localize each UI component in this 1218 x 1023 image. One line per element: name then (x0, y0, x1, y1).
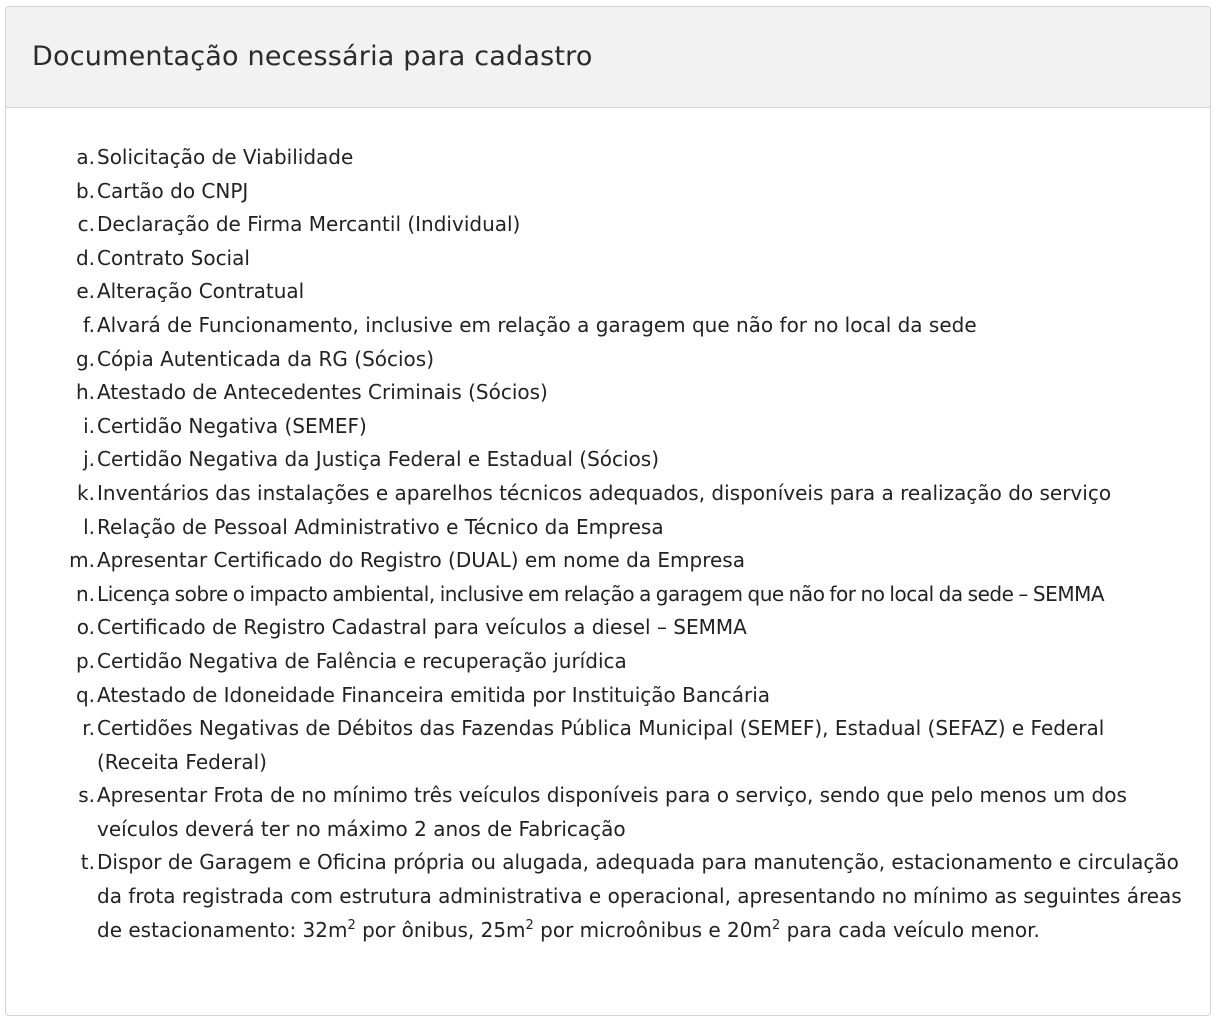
item-text: Cópia Autenticada da RG (Sócios) (97, 346, 435, 371)
list-item (6, 175, 1190, 209)
list-item (6, 578, 1190, 612)
item-text: Licença sobre o impacto ambiental, inclusive em relação a garagem que não for no local da sede – SEMMA (97, 581, 1105, 606)
list-item (6, 376, 1190, 410)
item-text: Apresentar Certificado do Registro (DUAL) em nome da Empresa (97, 548, 745, 573)
item-letter: h. (75, 380, 95, 405)
list-item (6, 208, 1190, 242)
item-text: Certidões Negativas de Débitos das Fazendas Pública Municipal (SEMEF), Estadual (SEFAZ) e Federal (Receita Federal) (97, 716, 1105, 774)
item-text: Certidão Negativa de Falência e recuperação jurídica (97, 648, 627, 673)
documents-list (6, 108, 1210, 947)
item-letter: d. (75, 245, 95, 270)
item-letter: a. (76, 145, 95, 169)
item-letter: b. (75, 178, 95, 203)
item-text (97, 846, 1190, 947)
item-letter: r. (82, 716, 95, 741)
panel-header (6, 7, 1210, 108)
item-letter: g. (75, 346, 95, 371)
item-text: Atestado de Idoneidade Financeira emitida por Instituição Bancária (97, 682, 771, 707)
superscript: 2 (525, 917, 534, 933)
item-text: Certidão Negativa (SEMEF) (97, 413, 367, 438)
list-item (6, 410, 1190, 444)
item-letter: j. (83, 447, 95, 472)
item-letter: p. (75, 648, 95, 673)
list-item (6, 343, 1190, 377)
superscript: 2 (771, 917, 781, 933)
item-letter: e. (76, 279, 95, 304)
item-letter: c. (77, 212, 95, 237)
superscript: 2 (347, 917, 356, 933)
item-letter: k. (77, 480, 95, 505)
item-text: Atestado de Antecedentes Criminais (Sócios) (97, 380, 548, 405)
item-letter: n. (75, 581, 95, 606)
item-letter: o. (76, 615, 95, 640)
item-letter: s. (78, 783, 95, 808)
list-item (6, 141, 1190, 175)
item-text-part: Dispor de Garagem e Oficina própria ou alugada, adequada para manutenção, estacionamento e circulação da frota registrada com estrutura administrativa e operacional, apresentando no mínimo as seguintes áreas de estacionamento: 32m (97, 850, 1182, 942)
list-item (6, 477, 1190, 511)
item-letter: t. (80, 850, 95, 875)
list-item (6, 712, 1190, 779)
list-item (6, 242, 1190, 276)
list-item (6, 846, 1190, 947)
item-text: Alteração Contratual (97, 279, 305, 304)
item-text: Certificado de Registro Cadastral para veículos a diesel – SEMMA (97, 615, 747, 640)
item-text: Contrato Social (97, 245, 250, 270)
item-letter: q. (75, 682, 95, 707)
item-text-part: para cada veículo menor. (780, 917, 1040, 942)
list-item (6, 443, 1190, 477)
item-text: Alvará de Funcionamento, inclusive em relação a garagem que não for no local da sede (97, 312, 977, 337)
item-text: Certidão Negativa da Justiça Federal e Estadual (Sócios) (97, 447, 660, 472)
list-item (6, 544, 1190, 578)
list-item (6, 779, 1190, 846)
item-letter: i. (83, 413, 95, 438)
list-item (6, 645, 1190, 679)
item-text: Inventários das instalações e aparelhos técnicos adequados, disponíveis para a realização do serviço (97, 480, 1112, 505)
item-letter: m. (69, 548, 95, 573)
item-text: Solicitação de Viabilidade (97, 145, 354, 169)
item-text: Declaração de Firma Mercantil (Individual) (97, 212, 521, 237)
item-text: Cartão do CNPJ (97, 178, 249, 203)
panel-title: Documentação necessária para cadastro (32, 41, 593, 72)
documentation-panel (5, 6, 1211, 1016)
item-text-part: por microônibus e 20m (533, 917, 772, 942)
item-text: Apresentar Frota de no mínimo três veículos disponíveis para o serviço, sendo que pelo menos um dos veículos deverá ter no máximo 2 anos de Fabricação (97, 783, 1127, 841)
item-letter: f. (83, 312, 95, 337)
list-item (6, 275, 1190, 309)
list-item (6, 309, 1190, 343)
list-item (6, 511, 1190, 545)
list-item (6, 679, 1190, 713)
item-text-part: por ônibus, 25m (355, 917, 526, 942)
list-item (6, 611, 1190, 645)
item-letter: l. (83, 514, 95, 539)
item-text: Relação de Pessoal Administrativo e Técnico da Empresa (97, 514, 664, 539)
panel-body (6, 108, 1210, 947)
